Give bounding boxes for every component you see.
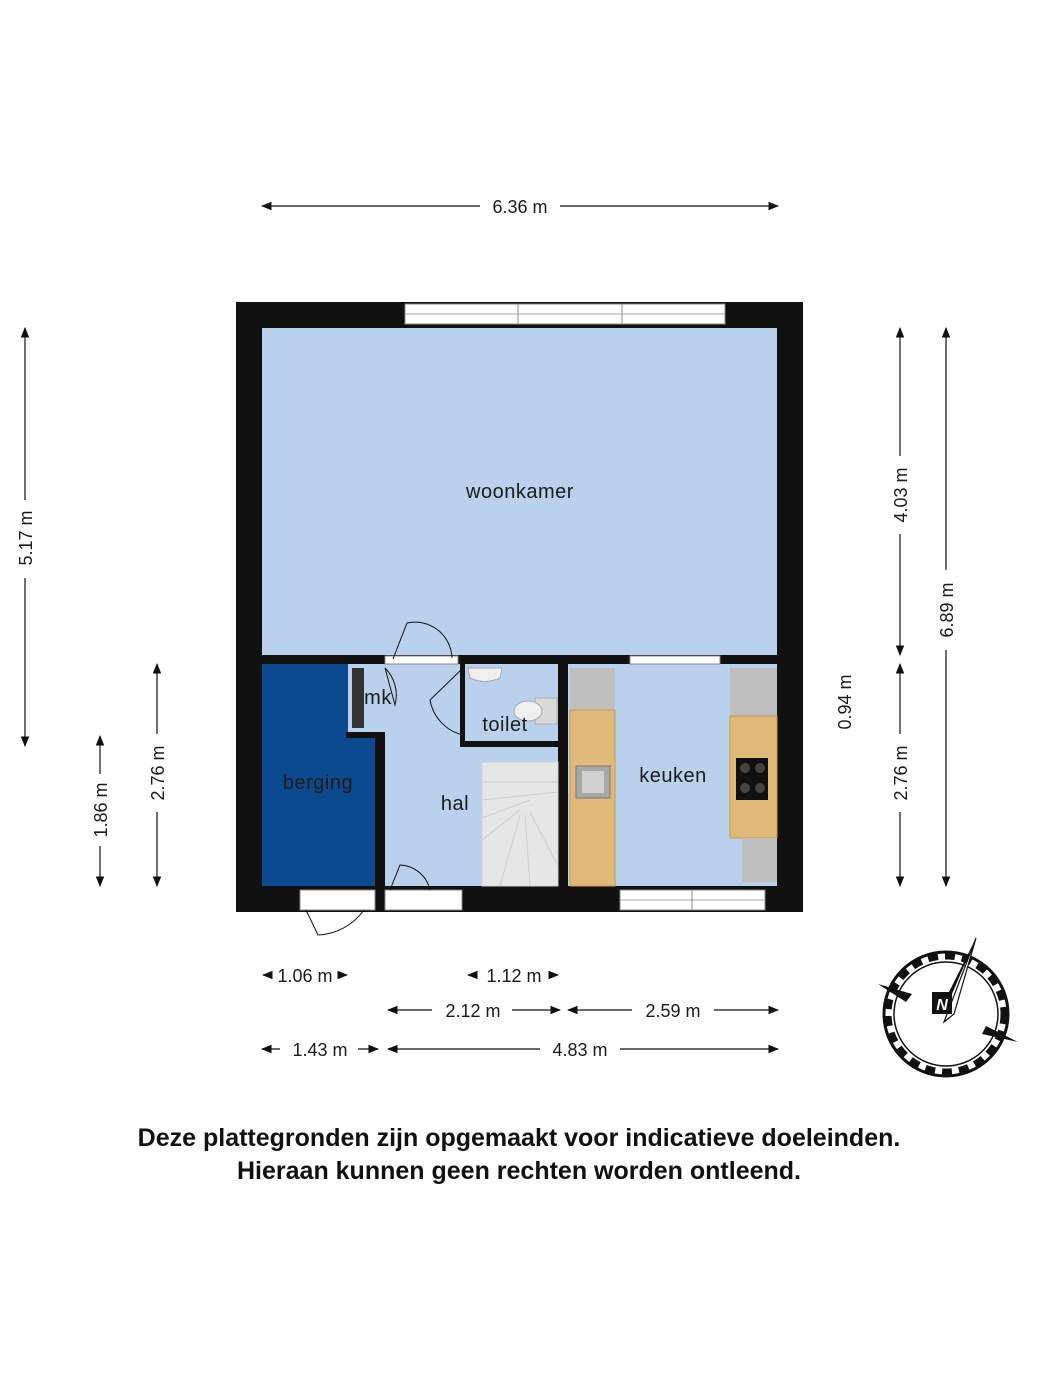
label-mk: mk [364, 687, 392, 709]
mk-wall [346, 732, 385, 738]
dim-bottom-door-1: 1.06 m [277, 966, 333, 986]
dim-bottom-door-2: 1.12 m [486, 966, 542, 986]
dim-bottom-left: 1.43 m [292, 1040, 348, 1060]
disclaimer-line-2: Hieraan kunnen geen rechten worden ontleend. [237, 1157, 801, 1185]
meter-cupboard-icon [352, 668, 364, 728]
label-toilet: toilet [482, 714, 528, 736]
north-compass-icon [878, 938, 1018, 1076]
toilet-wall [460, 664, 465, 746]
compass-label: N [936, 997, 948, 1014]
dim-right-gap: 0.94 m [835, 674, 855, 730]
toilet-wall-bottom [460, 741, 558, 747]
dim-bottom-right: 4.83 m [552, 1040, 608, 1060]
label-hal: hal [440, 793, 470, 815]
dim-left-berging-2: 2.76 m [148, 745, 168, 801]
dim-right-total: 6.89 m [937, 582, 957, 638]
label-woonkamer: woonkamer [466, 481, 574, 503]
disclaimer [0, 1122, 1038, 1188]
dim-bottom-keuken: 2.59 m [645, 1001, 701, 1021]
dim-right-upper: 4.03 m [891, 467, 911, 523]
label-keuken: keuken [639, 765, 707, 787]
dim-bottom-hal: 2.12 m [445, 1001, 501, 1021]
label-berging: berging [282, 772, 354, 794]
dim-left-berging-1: 1.86 m [91, 782, 111, 838]
dim-left-height: 5.17 m [16, 510, 36, 566]
dim-top-width: 6.36 m [492, 197, 548, 217]
disclaimer-line-1: Deze plattegronden zijn opgemaakt voor indicatieve doeleinden. [137, 1124, 901, 1152]
stairs [482, 762, 558, 886]
dim-right-lower: 2.76 m [891, 745, 911, 801]
